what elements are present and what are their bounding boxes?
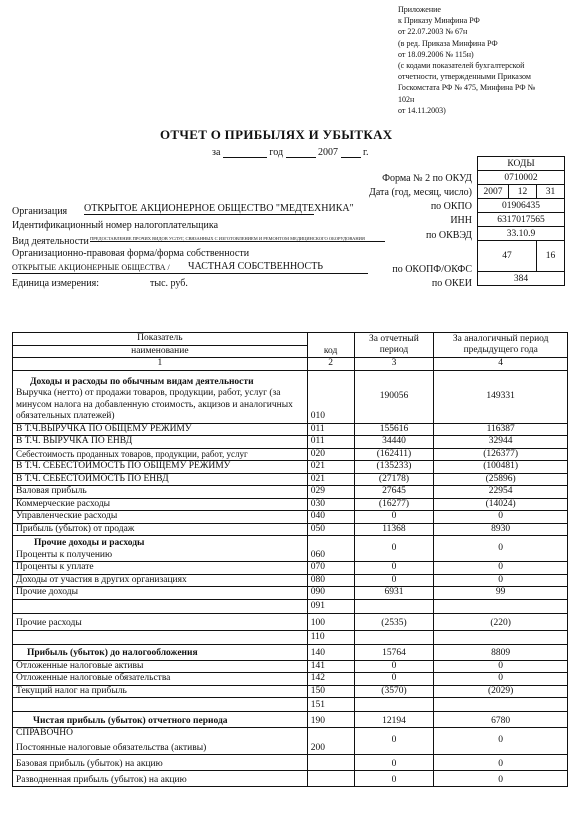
row-code: 080 [307,574,354,587]
header-name: наименование [13,345,308,358]
row-prev: (220) [434,613,568,630]
row-code: 151 [307,698,354,712]
note-line: от 14.11.2003) [398,105,446,115]
row-code: 040 [307,511,354,524]
legal-form-underline [12,272,368,274]
note-line: Госкомстата РФ № 475, Минфина РФ № [398,83,536,93]
row-prev: 0 [434,574,568,587]
row-name [13,370,308,423]
legal-form-label: Организационно-правовая форма/форма собственности [12,248,250,259]
okei-value: 384 [478,272,565,286]
note-line: к Приказу Минфина РФ [398,16,480,26]
row-code: 070 [307,562,354,575]
table-row [13,423,568,436]
row-current: 0 [354,562,434,575]
row-name: Разводненная прибыль (убыток) на акцию [13,771,308,787]
period-god: год [269,147,284,158]
table-row [13,685,568,698]
row-code: 140 [307,644,354,660]
row-current: 0 [354,536,434,562]
table-row [13,473,568,486]
col-number: 3 [354,358,434,371]
okved-value: 33.10.9 [478,227,565,241]
row-name: Управленческие расходы [13,511,308,524]
period-blank [286,146,316,158]
row-current: (2535) [354,613,434,630]
row-prev: (100481) [434,461,568,474]
inn-label: ИНН [450,215,472,226]
header-current: За отчетный период [354,333,434,358]
row-code: 190 [307,712,354,728]
page-title: ОТЧЕТ О ПРИБЫЛЯХ И УБЫТКАХ [160,127,393,142]
note-line: Приложение [398,5,441,14]
okfs-value: 16 [537,241,565,272]
row-prev: (126377) [434,448,568,461]
date-day: 31 [537,185,565,199]
row-prev: 8809 [434,644,568,660]
row-current: 0 [354,755,434,771]
row-name [13,599,308,613]
table-row [13,574,568,587]
row-code: 010 [307,370,354,423]
row-current: 0 [354,511,434,524]
table-row [13,755,568,771]
section-title: Доходы и расходы по обычным видам деятельности [30,376,254,387]
table-row [13,644,568,660]
row-code: 020 [307,448,354,461]
row-prev [434,630,568,644]
okud-label: Форма № 2 по ОКУД [382,173,472,184]
row-current: 15764 [354,644,434,660]
col-number: 4 [434,358,568,371]
row-prev: (14024) [434,498,568,511]
note-line: (в ред. Приказа Минфина РФ [398,38,498,48]
okei-label: по ОКЕИ [431,278,472,289]
row-name: Прибыль (убыток) от продаж [13,523,308,536]
row-prev: 22954 [434,486,568,499]
row-code: 011 [307,436,354,449]
row-name: Валовая прибыль [13,486,308,499]
activity-value: ПРЕДОСТАВЛЕНИЕ ПРОЧИХ ВИДОВ УСЛУГ, СВЯЗАННЫХ С ИЗГОТОВЛЕНИЕМ И РЕМОНТОМ МЕДИЦИНСКОГО ОБОРУДОВАНИЯ [90,236,385,242]
row-name: Отложенные налоговые обязательства [13,673,308,686]
col-number: 2 [307,358,354,371]
row-current: 155616 [354,423,434,436]
row-current: 12194 [354,712,434,728]
row-code: 141 [307,660,354,673]
row-prev: 149331 [434,370,568,423]
row-prev: 99 [434,587,568,600]
row-code: 011 [307,423,354,436]
date-month: 12 [509,185,537,199]
org-label: Организация [12,206,68,217]
row-current: 0 [354,728,434,755]
header-prev: За аналогичный период предыдущего года [434,333,568,358]
row-code: 091 [307,599,354,613]
okopf-value: 47 [478,241,537,272]
period-blank [341,146,361,158]
row-prev [434,698,568,712]
row-code: 110 [307,630,354,644]
table-row [13,630,568,644]
row-current: (16277) [354,498,434,511]
row-prev: (2029) [434,685,568,698]
table-row [13,498,568,511]
table-row [13,523,568,536]
row-current [354,599,434,613]
row-current: 190056 [354,370,434,423]
row-current: 0 [354,673,434,686]
table-row [13,370,568,423]
row-current: (27178) [354,473,434,486]
row-code: 200 [307,728,354,755]
row-current: (162411) [354,448,434,461]
row-current: 11368 [354,523,434,536]
period-year: 2007 [318,147,339,158]
note-line: (с кодами показателей бухгалтерской [398,61,525,71]
table-row [13,536,568,562]
inn-value: 6317017565 [478,213,565,227]
section-title: Прочие доходы и расходы [34,538,145,548]
row-code: 060 [307,536,354,562]
row-prev [434,599,568,613]
row-name: Коммерческие расходы [13,498,308,511]
okved-label: по ОКВЭД [426,230,472,241]
okpo-value: 01906435 [478,199,565,213]
row-prev: 116387 [434,423,568,436]
row-prev: 0 [434,673,568,686]
row-code: 050 [307,523,354,536]
reference-title: СПРАВОЧНО [16,728,73,738]
row-code [307,771,354,787]
row-name: Доходы от участия в других организациях [13,574,308,587]
row-name: В Т.Ч. СЕБЕСТОИМОСТЬ ПО ЕНВД [13,473,308,486]
table-row [13,448,568,461]
table-row [13,660,568,673]
row-current: 0 [354,574,434,587]
row-name-text: Постоянные налоговые обязательства (активы) [16,742,207,753]
note-line: отчетности, утвержденными Приказом [398,72,531,82]
table-row [13,587,568,600]
row-prev: 32944 [434,436,568,449]
row-prev: (25896) [434,473,568,486]
row-name: Себестоимость проданных товаров, продукции, работ, услуг [13,448,308,461]
date-label: Дата (год, месяц, число) [369,187,472,198]
activity-label: Вид деятельности [12,236,89,247]
row-prev: 6780 [434,712,568,728]
row-name: Текущий налог на прибыль [13,685,308,698]
row-current: 34440 [354,436,434,449]
row-name [13,630,308,644]
table-row [13,436,568,449]
row-prev: 0 [434,562,568,575]
table-row [13,486,568,499]
row-name: Отложенные налоговые активы [13,660,308,673]
date-year: 2007 [478,185,509,199]
row-code: 021 [307,473,354,486]
row-current: 0 [354,660,434,673]
period-g: г. [363,147,369,158]
header-code: код [307,333,354,358]
row-code: 090 [307,587,354,600]
note-line: 102н [398,94,415,104]
period-za: за [212,147,221,158]
row-prev: 0 [434,755,568,771]
row-prev: 0 [434,728,568,755]
table-row [13,599,568,613]
table-row [13,728,568,755]
row-code: 150 [307,685,354,698]
table-row [13,461,568,474]
row-code: 021 [307,461,354,474]
row-prev: 0 [434,511,568,524]
table-row [13,771,568,787]
row-prev: 8930 [434,523,568,536]
row-current: 6931 [354,587,434,600]
note-line: от 22.07.2003 № 67н [398,27,468,37]
row-code: 030 [307,498,354,511]
table-row [13,673,568,686]
row-name: В Т.Ч. ВЫРУЧКА ПО ЕНВД [13,436,308,449]
row-name: Прочие доходы [13,587,308,600]
row-current: 0 [354,771,434,787]
row-code [307,755,354,771]
report-period [212,146,369,158]
inn-label-left: Идентификационный номер налогоплательщика [12,220,219,231]
table-header-row [13,333,568,346]
row-current [354,630,434,644]
okud-value: 0710002 [478,171,565,185]
row-code: 100 [307,613,354,630]
table-row [13,511,568,524]
table-row [13,698,568,712]
income-statement-table [12,332,568,787]
row-code: 029 [307,486,354,499]
row-name: Чистая прибыль (убыток) отчетного периода [13,712,308,728]
row-name: Проценты к уплате [13,562,308,575]
legal-form-value2: ЧАСТНАЯ СОБСТВЕННОСТЬ [188,261,324,272]
row-prev: 0 [434,536,568,562]
row-name: В Т.Ч.ВЫРУЧКА ПО ОБЩЕМУ РЕЖИМУ [13,423,308,436]
table-row [13,712,568,728]
table-row [13,613,568,630]
row-name: Базовая прибыль (убыток) на акцию [13,755,308,771]
row-name [13,536,308,562]
col-number: 1 [13,358,308,371]
row-current: 27645 [354,486,434,499]
period-blank [223,146,267,158]
approval-note [398,4,578,116]
row-name: В Т.Ч. СЕБЕСТОИМОСТЬ ПО ОБЩЕМУ РЕЖИМУ [13,461,308,474]
row-name [13,728,308,755]
row-name [13,698,308,712]
row-code: 142 [307,673,354,686]
okopf-label: по ОКОПФ/ОКФС [392,264,472,275]
row-name-text: Выручка (нетто) от продажи товаров, продукции, работ, услуг (за минусом налога на добавленную стоимость, акцизов и аналогичных обязательных платежей) [16,388,293,421]
unit-value: тыс. руб. [150,278,188,289]
codes-box [477,156,565,286]
row-prev: 0 [434,660,568,673]
note-line: от 18.09.2006 № 115н) [398,49,474,59]
table-row [13,562,568,575]
okpo-label: по ОКПО [430,201,472,212]
unit-label: Единица измерения: [12,278,99,289]
codes-title: КОДЫ [478,157,565,171]
row-name: Прибыль (убыток) до налогообложения [13,644,308,660]
row-current: (3570) [354,685,434,698]
row-current: (135233) [354,461,434,474]
row-current [354,698,434,712]
row-prev: 0 [434,771,568,787]
legal-form-value1: ОТКРЫТЫЕ АКЦИОНЕРНЫЕ ОБЩЕСТВА / [12,263,170,272]
org-value: ОТКРЫТОЕ АКЦИОНЕРНОЕ ОБЩЕСТВО "МЕДТЕХНИКА" [84,203,354,214]
header-indicator: Показатель [13,333,308,346]
row-name-text: Проценты к получению [16,549,113,560]
row-name: Прочие расходы [13,613,308,630]
table-number-row [13,358,568,371]
